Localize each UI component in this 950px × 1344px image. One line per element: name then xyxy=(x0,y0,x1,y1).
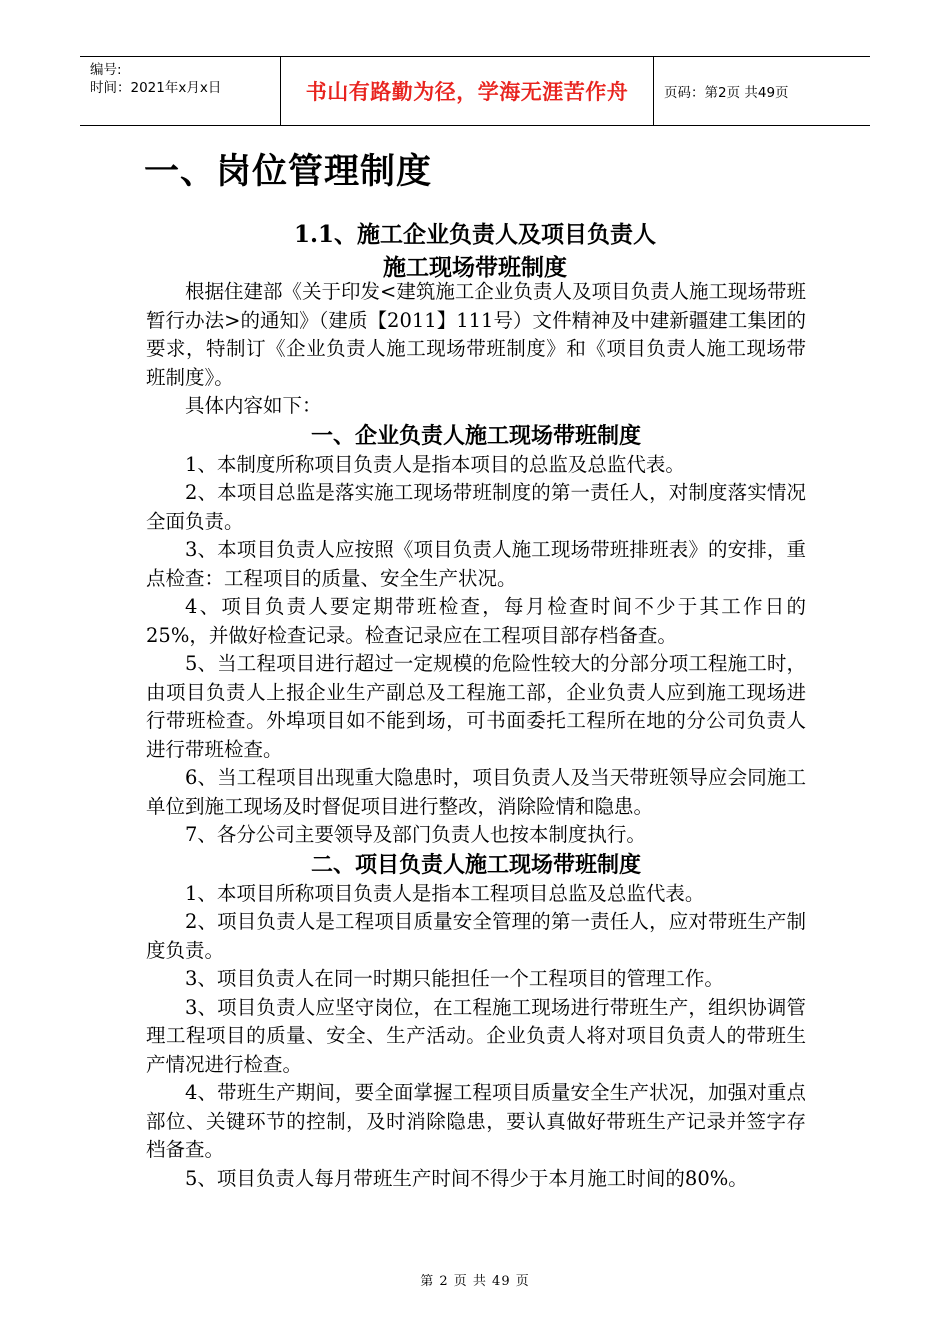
section2-item: 1、本项目所称项目负责人是指本工程项目总监及总监代表。 xyxy=(185,881,705,905)
section2-item: 5、项目负责人每月带班生产时间不得少于本月施工时间的80%。 xyxy=(185,1166,748,1190)
chapter-title: 一、岗位管理制度 xyxy=(144,152,433,192)
header-table xyxy=(80,56,870,126)
section1-item: 1、本制度所称项目负责人是指本项目的总监及总监代表。 xyxy=(185,452,685,476)
doc-title-line1: 1.1、施工企业负责人及项目负责人 xyxy=(293,221,656,248)
section2-heading: 二、项目负责人施工现场带班制度 xyxy=(310,851,641,878)
section2-item: 4、带班生产期间，要全面掌握工程项目质量安全生产状况，加强对重点部位、关键环节的控制，及时消除隐患，要认真做好带班生产记录并签字存档备查。 xyxy=(146,1081,806,1161)
section2-item: 2、项目负责人是工程项目质量安全管理的第一责任人，应对带班生产制度负责。 xyxy=(146,910,806,962)
section1-item: 4、项目负责人要定期带班检查，每月检查时间不少于其工作日的25%，并做好检查记录。检查记录应在工程项目部存档备查。 xyxy=(146,595,806,647)
page-footer: 第 2 页 共 49 页 xyxy=(420,1274,530,1289)
header-left-cell xyxy=(80,57,281,125)
section1-item: 3、本项目负责人应按照《项目负责人施工现场带班排班表》的安排，重点检查：工程项目的质量、安全生产状况。 xyxy=(146,538,806,590)
section1-item: 6、当工程项目出现重大隐患时，项目负责人及当天带班领导应会同施工单位到施工现场及时督促项目进行整改，消除险情和隐患。 xyxy=(146,766,806,818)
section1-item: 5、当工程项目进行超过一定规模的危险性较大的分部分项工程施工时，由项目负责人上报企业生产副总及工程施工部，企业负责人应到施工现场进行带班检查。外埠项目如不能到场，可书面委托工程所在地的分公司负责人进行带班检查。 xyxy=(146,652,806,761)
doc-title-line2: 施工现场带班制度 xyxy=(383,254,567,281)
time-label: 时间：2021年x月x日 xyxy=(90,80,222,96)
section1-item: 2、本项目总监是落实施工现场带班制度的第一责任人，对制度落实情况全面负责。 xyxy=(146,481,806,533)
section2-item: 3、项目负责人在同一时期只能担任一个工程项目的管理工作。 xyxy=(185,967,724,990)
document-body xyxy=(146,278,806,1193)
section1-item: 7、各分公司主要领导及部门负责人也按本制度执行。 xyxy=(185,823,646,846)
number-label: 编号: xyxy=(90,62,122,78)
header-motto: 书山有路勤为径，学海无涯苦作舟 xyxy=(281,57,654,125)
section2-item: 3、项目负责人应坚守岗位，在工程施工现场进行带班生产，组织协调管理工程项目的质量、安全、生产活动。企业负责人将对项目负责人的带班生产情况进行检查。 xyxy=(146,995,806,1076)
section1-heading: 一、企业负责人施工现场带班制度 xyxy=(310,422,641,449)
intro-paragraph: 具体内容如下： xyxy=(185,394,322,417)
intro-paragraph: 根据住建部《关于印发<建筑施工企业负责人及项目负责人施工现场带班暂行办法>的通知》（建质【2011】111号）文件精神及中建新疆建工集团的要求，特制订《企业负责人施工现场带班制度》和《项目负责人施工现场带班制度》。 xyxy=(146,280,806,389)
header-page-info: 页码：第2页 共49页 xyxy=(664,85,789,101)
